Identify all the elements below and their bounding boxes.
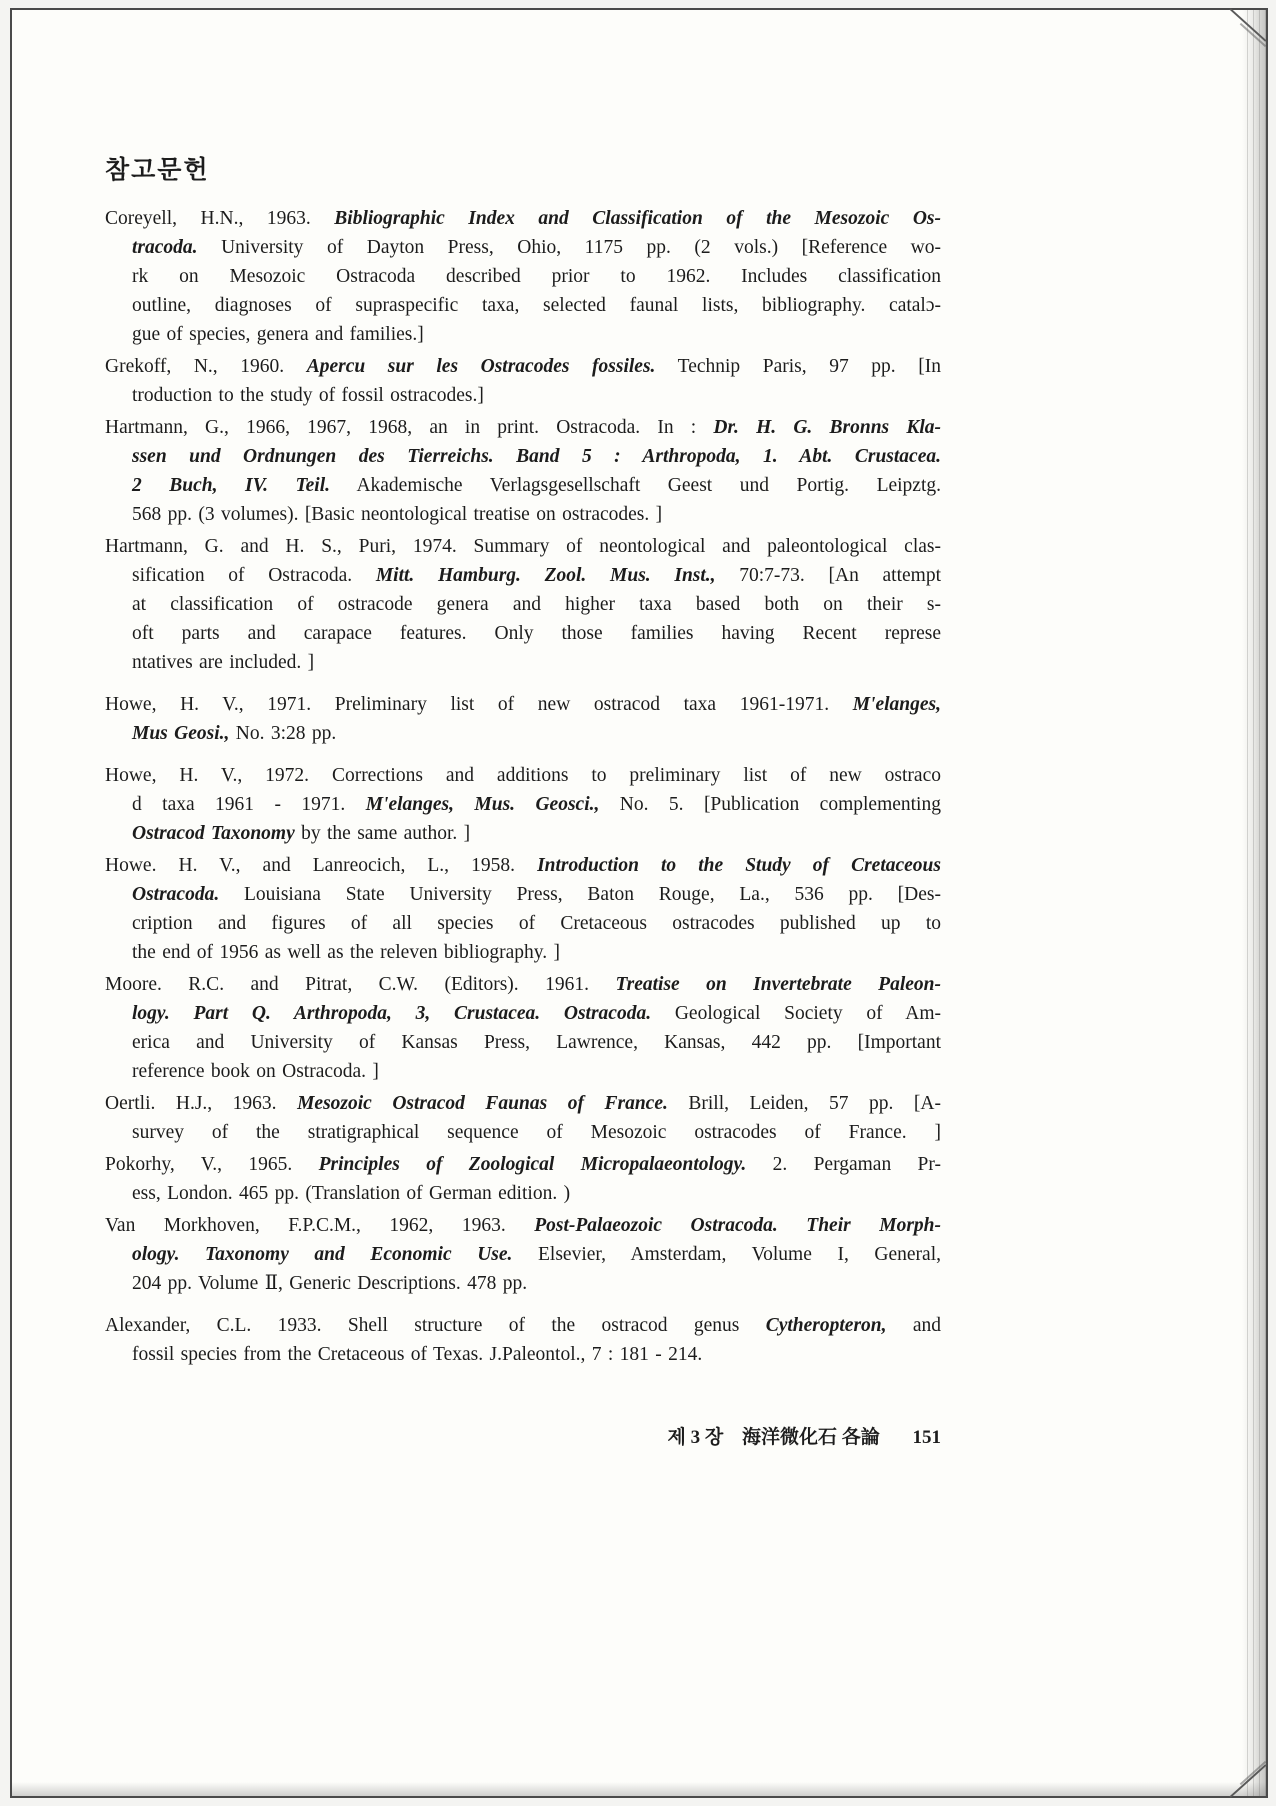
footer-section-title: 海洋微化石 各論 [741,1427,880,1448]
reference-line [105,500,941,529]
reference-text: erica and University of Kansas Press, Lawrence, Kansas, 442 pp. [Important [132,1032,941,1053]
reference-text: the end of 1956 as well as the releven bibliography. ] [132,942,560,963]
reference-text: Alexander, C.L. 1933. Shell structure of the ostracod genus [105,1315,766,1336]
reference-line [105,471,941,500]
reference-entry [105,532,941,677]
work-title-text: Bibliographic Index and Classification of the Mesozoic Os- [334,208,941,229]
work-title-text: logy. Part Q. Arthropoda, 3, Crustacea. Ostracoda. [132,1003,652,1024]
work-title-text: Mus Geosi., [132,723,230,744]
page-content [105,150,941,1369]
reference-line [105,590,941,619]
reference-text: gue of species, genera and families.] [132,324,424,345]
reference-line [105,442,941,471]
reference-line [105,1179,941,1208]
reference-line [105,880,941,909]
reference-text: by the same author. ] [294,823,471,844]
reference-line [105,381,941,410]
reference-text: oft parts and carapace features. Only those families having Recent represe [132,623,941,644]
reference-text: No. 3:28 pp. [229,723,337,744]
work-title-text: M'elanges, [852,694,941,715]
reference-line [105,970,941,999]
reference-line [105,320,941,349]
reference-line [105,233,941,262]
reference-text: Grekoff, N., 1960. [105,356,307,377]
work-title-text: 2 Buch, IV. Teil. [132,475,330,496]
work-title-text: Post-Palaeozoic Ostracoda. Their Morph- [534,1215,941,1236]
reference-entry [105,1311,941,1369]
work-title-text: Treatise on Invertebrate Paleon- [615,974,942,995]
reference-entry [105,970,941,1086]
work-title-text: ssen und Ordnungen des Tierreichs. Band 5 : Arthropoda, 1. Abt. Crustacea. [132,446,941,467]
reference-text: 70:7-73. [An attempt [715,565,942,586]
reference-text: No. 5. [Publication complementing [599,794,941,815]
reference-text: 2. Pergaman Pr- [746,1154,941,1175]
work-title-text: Principles of Zoological Micropalaeontology. [318,1154,747,1175]
reference-entry [105,352,941,410]
work-title-text: Dr. H. G. Bronns Kla- [713,417,941,438]
reference-entry [105,1211,941,1298]
work-title-text: Mesozoic Ostracod Faunas of France. [297,1093,668,1114]
reference-text: Howe, H. V., 1972. Corrections and additions to preliminary list of new ostraco [105,765,941,786]
reference-text: Hartmann, G. and H. S., Puri, 1974. Summary of neontological and paleontological clas- [105,536,941,557]
reference-line [105,938,941,967]
reference-text: troduction to the study of fossil ostracodes.] [132,385,484,406]
reference-text: Elsevier, Amsterdam, Volume I, General, [512,1244,942,1265]
reference-line [105,761,941,790]
work-title-text: Ostracod Taxonomy [132,823,295,844]
reference-text: and [886,1315,941,1336]
reference-line [105,262,941,291]
reference-text: Technip Paris, 97 pp. [In [655,356,941,377]
reference-text: University of Dayton Press, Ohio, 1175 pp. (2 vols.) [Reference wo- [197,237,941,258]
reference-entry [105,690,941,748]
reference-text: d taxa 1961 - 1971. [132,794,366,815]
reference-line [105,909,941,938]
reference-line [105,413,941,442]
reference-line [105,1211,941,1240]
reference-line [105,690,941,719]
reference-text: ntatives are included. ] [132,652,315,673]
reference-line [105,1269,941,1298]
reference-line [105,204,941,233]
reference-text: fossil species from the Cretaceous of Texas. J.Paleontol., 7 : 181 - 214. [132,1344,703,1365]
reference-line [105,1118,941,1147]
footer-chapter-label: 제 3 장 [667,1427,724,1448]
reference-text: Howe, H. V., 1971. Preliminary list of new ostracod taxa 1961-1971. [105,694,853,715]
reference-line [105,719,941,748]
reference-line [105,851,941,880]
reference-line [105,819,941,848]
reference-line [105,1311,941,1340]
work-title-text: M'elanges, Mus. Geosci., [365,794,600,815]
work-title-text: Ostracoda. [132,884,220,905]
reference-text: survey of the stratigraphical sequence of Mesozoic ostracodes of France. ] [132,1122,941,1143]
reference-line [105,1240,941,1269]
reference-line [105,790,941,819]
work-title-text: Mitt. Hamburg. Zool. Mus. Inst., [375,565,716,586]
reference-text: sification of Ostracoda. [132,565,376,586]
reference-entry [105,1089,941,1147]
reference-text: Geological Society of Am- [651,1003,941,1024]
reference-text: Hartmann, G., 1966, 1967, 1968, an in print. Ostracoda. In : [105,417,714,438]
page-stack-edge-bottom [12,1782,1266,1796]
references-title: 참고문헌 [105,157,210,184]
reference-text: outline, diagnoses of supraspecific taxa, selected faunal lists, bibliography. catalɔ- [132,295,941,316]
page-footer [105,1422,941,1449]
reference-text: 204 pp. Volume Ⅱ, Generic Descriptions. 478 pp. [132,1273,528,1294]
reference-line [105,352,941,381]
reference-entry [105,761,941,848]
work-title-text: Apercu sur les Ostracodes fossiles. [306,356,656,377]
reference-line [105,1089,941,1118]
reference-entry [105,204,941,349]
reference-text: cription and figures of all species of Cretaceous ostracodes published up to [132,913,941,934]
footer-page-number: 151 [912,1427,941,1448]
reference-text: Howe. H. V., and Lanreocich, L., 1958. [105,855,538,876]
reference-text: Van Morkhoven, F.P.C.M., 1962, 1963. [105,1215,535,1236]
reference-text: Akademische Verlagsgesellschaft Geest und Portig. Leipztg. [330,475,941,496]
reference-text: Pokorhy, V., 1965. [105,1154,319,1175]
reference-line [105,1340,941,1369]
reference-line [105,532,941,561]
reference-line [105,1150,941,1179]
reference-text: reference book on Ostracoda. ] [132,1061,379,1082]
reference-entry [105,851,941,967]
work-title-text: ology. Taxonomy and Economic Use. [132,1244,513,1265]
reference-text: Oertli. H.J., 1963. [105,1093,298,1114]
book-page [10,8,1268,1798]
reference-text: ess, London. 465 pp. (Translation of German edition. ) [132,1183,571,1204]
reference-line [105,619,941,648]
reference-text: Brill, Leiden, 57 pp. [A- [667,1093,942,1114]
reference-list [105,204,941,1369]
reference-text: Coreyell, H.N., 1963. [105,208,335,229]
reference-text: rk on Mesozoic Ostracoda described prior to 1962. Includes classification [132,266,941,287]
work-title-text: Introduction to the Study of Cretaceous [537,855,941,876]
reference-text: Moore. R.C. and Pitrat, C.W. (Editors). 1961. [105,974,616,995]
work-title-text: Cytheropteron, [765,1315,887,1336]
reference-entry [105,413,941,529]
reference-line [105,561,941,590]
reference-text: at classification of ostracode genera and higher taxa based both on their s- [132,594,941,615]
reference-line [105,1028,941,1057]
reference-text: 568 pp. (3 volumes). [Basic neontological treatise on ostracodes. ] [132,504,663,525]
reference-entry [105,1150,941,1208]
reference-text: Louisiana State University Press, Baton Rouge, La., 536 pp. [Des- [219,884,941,905]
page-stack-edge-right [1242,10,1266,1796]
reference-line [105,648,941,677]
reference-line [105,999,941,1028]
reference-line [105,291,941,320]
work-title-text: tracoda. [132,237,198,258]
reference-line [105,1057,941,1086]
